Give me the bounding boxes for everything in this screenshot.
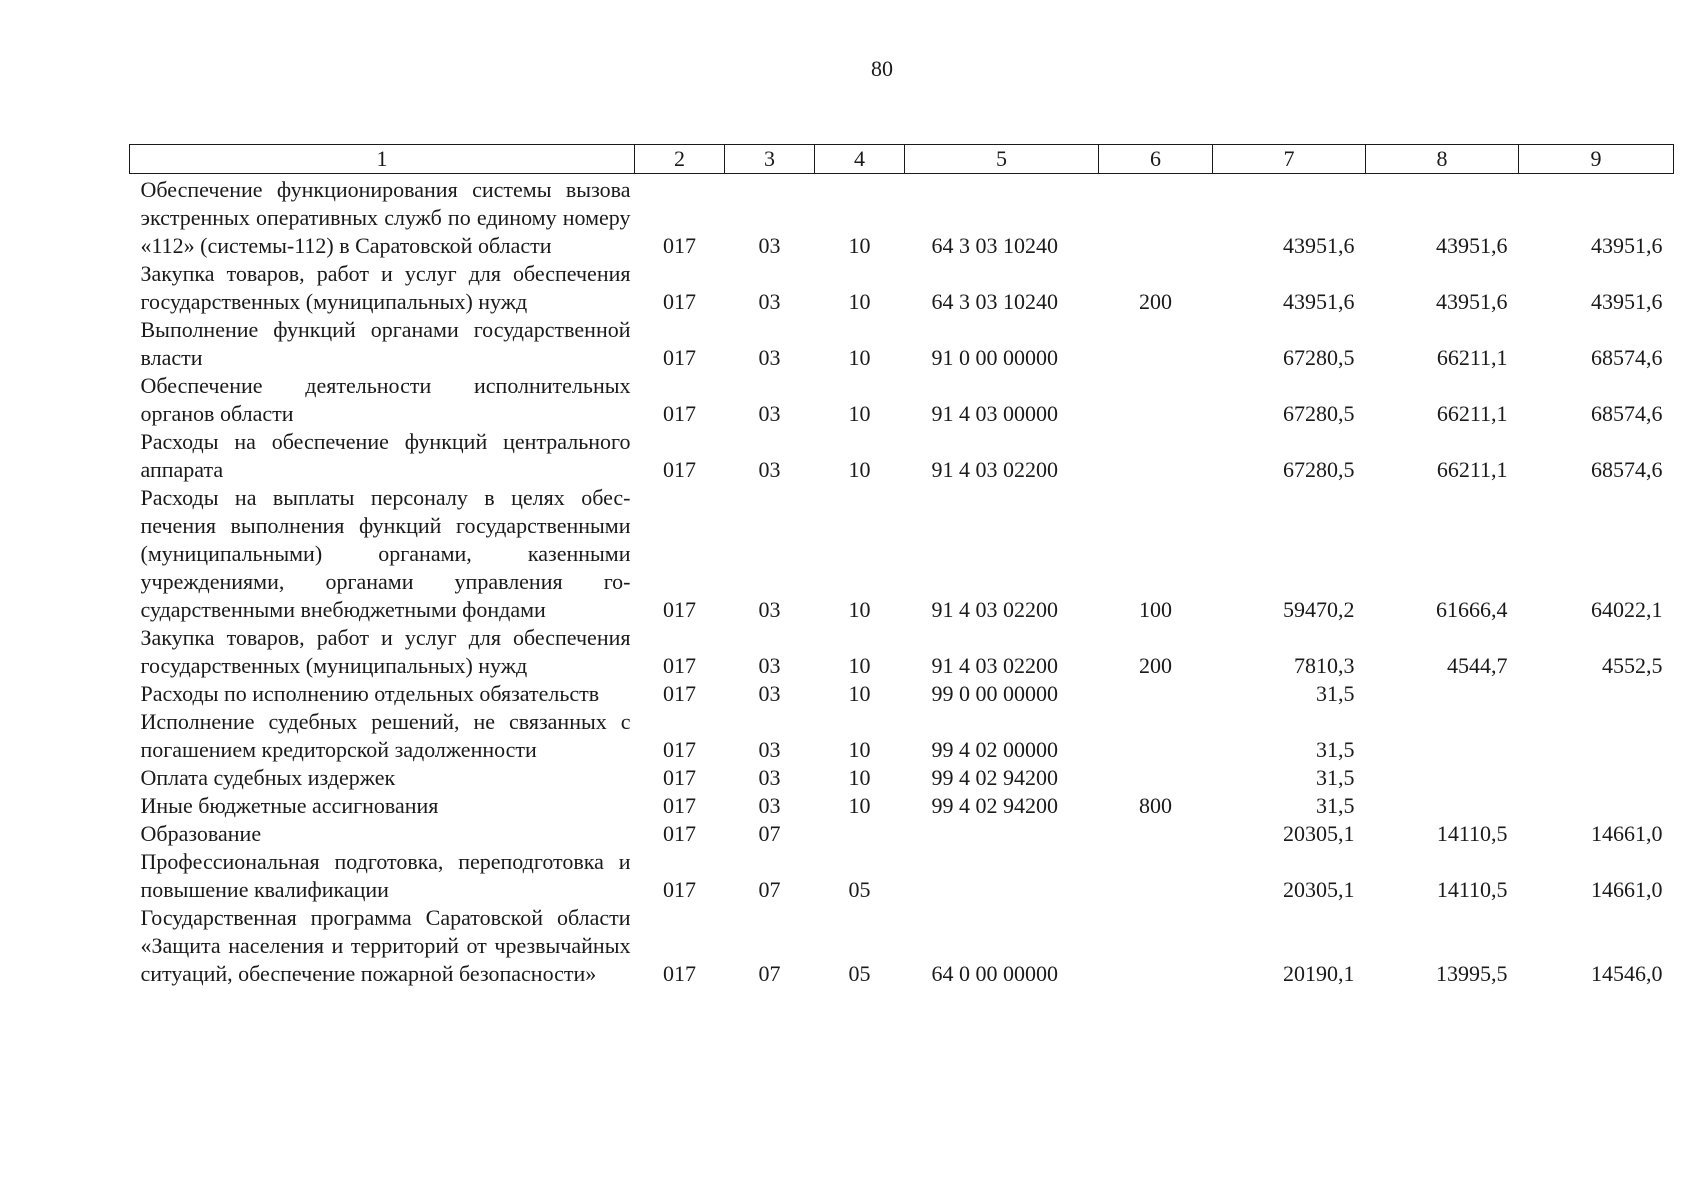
item-name-cell: Профессиональная подготовка, переподготовка и повышение квалификации bbox=[140, 849, 631, 902]
target-article-cell: 91 4 03 02200 bbox=[931, 597, 1058, 622]
item-name-cell: Государственная программа Саратовской области «Защита населения и территорий от чрезвычайных ситуаций, обеспечение пожарной безопасности» bbox=[140, 905, 631, 986]
expense-type-cell bbox=[1099, 904, 1213, 988]
target-article-cell bbox=[905, 848, 1099, 904]
admin-code-cell: 017 bbox=[663, 345, 696, 370]
section-code-cell: 07 bbox=[758, 821, 781, 846]
admin-code-cell: 017 bbox=[663, 961, 696, 986]
section-code-cell: 03 bbox=[758, 289, 781, 314]
amount-col8-cell: 13995,5 bbox=[1436, 961, 1508, 986]
amount-col8-cell: 14110,5 bbox=[1436, 877, 1508, 902]
item-name-cell: Оплата судебных издержек bbox=[140, 765, 396, 790]
subsection-code-cell: 10 bbox=[848, 233, 871, 258]
admin-code-cell: 017 bbox=[663, 737, 696, 762]
amount-col9-cell: 4552,5 bbox=[1602, 653, 1663, 678]
amount-col8-cell: 43951,6 bbox=[1436, 233, 1508, 258]
section-code-cell: 03 bbox=[758, 345, 781, 370]
subsection-code-cell: 10 bbox=[848, 793, 871, 818]
expense-type-cell: 800 bbox=[1139, 793, 1172, 818]
subsection-code-cell: 10 bbox=[848, 457, 871, 482]
subsection-code-cell: 10 bbox=[848, 401, 871, 426]
section-code-cell: 03 bbox=[758, 401, 781, 426]
section-code-cell: 03 bbox=[758, 597, 781, 622]
target-article-cell: 64 3 03 10240 bbox=[931, 289, 1058, 314]
amount-col9-cell: 43951,6 bbox=[1591, 233, 1663, 258]
amount-col9-cell: 68574,6 bbox=[1591, 457, 1663, 482]
admin-code-cell: 017 bbox=[663, 457, 696, 482]
table-row bbox=[130, 316, 1674, 372]
section-code-cell: 07 bbox=[758, 961, 781, 986]
amount-col9-cell: 68574,6 bbox=[1591, 401, 1663, 426]
amount-col7-cell: 67280,5 bbox=[1283, 401, 1355, 426]
admin-code-cell: 017 bbox=[663, 821, 696, 846]
target-article-cell: 64 3 03 10240 bbox=[931, 233, 1058, 258]
section-code-cell: 03 bbox=[758, 765, 781, 790]
item-name-cell: Обеспечение функционирования системы вызова экстренных оперативных служб по единому номеру «112» (системы-112) в Саратовской области bbox=[140, 177, 631, 258]
admin-code-cell: 017 bbox=[663, 877, 696, 902]
subsection-code-cell: 10 bbox=[848, 681, 871, 706]
amount-col7-cell: 31,5 bbox=[1316, 793, 1355, 818]
subsection-code-cell: 10 bbox=[848, 765, 871, 790]
expense-type-cell bbox=[1099, 428, 1213, 484]
section-code-cell: 07 bbox=[758, 877, 781, 902]
admin-code-cell: 017 bbox=[663, 289, 696, 314]
table-row bbox=[130, 624, 1674, 680]
subsection-code-cell: 10 bbox=[848, 289, 871, 314]
item-name-cell: Расходы на выплаты персоналу в целях обеспечения выполнения функций государственными (муниципальными) органами, казенными учреждениями, органами управления государственными внебюджетными фондами bbox=[140, 485, 631, 622]
amount-col8-cell bbox=[1366, 764, 1519, 792]
column-header: 2 bbox=[635, 145, 725, 174]
section-code-cell: 03 bbox=[758, 681, 781, 706]
amount-col9-cell bbox=[1519, 764, 1674, 792]
amount-col7-cell: 43951,6 bbox=[1283, 233, 1355, 258]
subsection-code-cell: 10 bbox=[848, 737, 871, 762]
target-article-cell: 99 4 02 00000 bbox=[931, 737, 1058, 762]
target-article-cell: 91 4 03 02200 bbox=[931, 653, 1058, 678]
column-header: 8 bbox=[1366, 145, 1519, 174]
column-header: 1 bbox=[130, 145, 635, 174]
expense-type-cell bbox=[1099, 372, 1213, 428]
target-article-cell: 91 4 03 00000 bbox=[931, 401, 1058, 426]
amount-col7-cell: 59470,2 bbox=[1283, 597, 1355, 622]
admin-code-cell: 017 bbox=[663, 765, 696, 790]
subsection-code-cell: 05 bbox=[848, 961, 871, 986]
expense-type-cell bbox=[1099, 680, 1213, 708]
item-name-cell: Образование bbox=[140, 821, 262, 846]
section-code-cell: 03 bbox=[758, 457, 781, 482]
expense-type-cell bbox=[1099, 316, 1213, 372]
expense-type-cell bbox=[1099, 708, 1213, 764]
target-article-cell: 91 0 00 00000 bbox=[931, 345, 1058, 370]
section-code-cell: 03 bbox=[758, 653, 781, 678]
column-header: 9 bbox=[1519, 145, 1674, 174]
item-name-cell: Закупка товаров, работ и услуг для обеспечения государственных (муниципальных) нужд bbox=[140, 625, 631, 678]
amount-col8-cell bbox=[1366, 680, 1519, 708]
table-row bbox=[130, 764, 1674, 792]
table-row bbox=[130, 792, 1674, 820]
table-row bbox=[130, 174, 1674, 261]
item-name-cell: Расходы на обеспечение функций центрального аппарата bbox=[140, 429, 631, 482]
item-name-cell: Закупка товаров, работ и услуг для обеспечения государственных (муниципальных) нужд bbox=[140, 261, 631, 314]
target-article-cell bbox=[905, 820, 1099, 848]
item-name-cell: Исполнение судебных решений, не связанных с погашением кредиторской задолженности bbox=[140, 709, 631, 762]
amount-col9-cell: 14661,0 bbox=[1591, 821, 1663, 846]
table-row bbox=[130, 428, 1674, 484]
column-header: 6 bbox=[1099, 145, 1213, 174]
target-article-cell: 64 0 00 00000 bbox=[931, 961, 1058, 986]
column-header: 4 bbox=[815, 145, 905, 174]
budget-table bbox=[129, 144, 1674, 988]
expense-type-cell bbox=[1099, 764, 1213, 792]
subsection-code-cell: 05 bbox=[848, 877, 871, 902]
section-code-cell: 03 bbox=[758, 737, 781, 762]
amount-col8-cell bbox=[1366, 792, 1519, 820]
amount-col9-cell bbox=[1519, 792, 1674, 820]
section-code-cell: 03 bbox=[758, 793, 781, 818]
subsection-code-cell: 10 bbox=[848, 653, 871, 678]
table-row bbox=[130, 484, 1674, 624]
amount-col8-cell: 43951,6 bbox=[1436, 289, 1508, 314]
amount-col9-cell: 43951,6 bbox=[1591, 289, 1663, 314]
subsection-code-cell: 10 bbox=[848, 345, 871, 370]
amount-col9-cell: 14661,0 bbox=[1591, 877, 1663, 902]
amount-col9-cell: 68574,6 bbox=[1591, 345, 1663, 370]
expense-type-cell: 100 bbox=[1139, 597, 1172, 622]
table-row bbox=[130, 260, 1674, 316]
expense-type-cell: 200 bbox=[1139, 289, 1172, 314]
item-name-cell: Иные бюджетные ассигнования bbox=[140, 793, 439, 818]
amount-col8-cell bbox=[1366, 708, 1519, 764]
item-name-cell: Выполнение функций органами государственной власти bbox=[140, 317, 631, 370]
amount-col9-cell: 14546,0 bbox=[1591, 961, 1663, 986]
amount-col8-cell: 66211,1 bbox=[1436, 457, 1508, 482]
page-number: 80 bbox=[871, 56, 893, 81]
amount-col7-cell: 20190,1 bbox=[1283, 961, 1355, 986]
table-row bbox=[130, 680, 1674, 708]
admin-code-cell: 017 bbox=[663, 793, 696, 818]
table-row bbox=[130, 372, 1674, 428]
column-header: 5 bbox=[905, 145, 1099, 174]
admin-code-cell: 017 bbox=[663, 233, 696, 258]
target-article-cell: 99 0 00 00000 bbox=[931, 681, 1058, 706]
table-row bbox=[130, 708, 1674, 764]
section-code-cell: 03 bbox=[758, 233, 781, 258]
item-name-cell: Обеспечение деятельности исполнительных органов области bbox=[140, 373, 631, 426]
amount-col7-cell: 20305,1 bbox=[1283, 877, 1355, 902]
target-article-cell: 99 4 02 94200 bbox=[931, 793, 1058, 818]
table-header-row bbox=[130, 145, 1674, 174]
expense-type-cell bbox=[1099, 820, 1213, 848]
column-header: 7 bbox=[1213, 145, 1366, 174]
amount-col7-cell: 31,5 bbox=[1316, 765, 1355, 790]
target-article-cell: 91 4 03 02200 bbox=[931, 457, 1058, 482]
table-body bbox=[130, 174, 1674, 989]
amount-col7-cell: 67280,5 bbox=[1283, 457, 1355, 482]
subsection-code-cell: 10 bbox=[848, 597, 871, 622]
admin-code-cell: 017 bbox=[663, 597, 696, 622]
amount-col8-cell: 66211,1 bbox=[1436, 401, 1508, 426]
admin-code-cell: 017 bbox=[663, 653, 696, 678]
table-row bbox=[130, 848, 1674, 904]
expense-type-cell bbox=[1099, 174, 1213, 261]
amount-col7-cell: 20305,1 bbox=[1283, 821, 1355, 846]
amount-col9-cell bbox=[1519, 708, 1674, 764]
expense-type-cell bbox=[1099, 848, 1213, 904]
expense-type-cell: 200 bbox=[1139, 653, 1172, 678]
amount-col7-cell: 7810,3 bbox=[1294, 653, 1355, 678]
column-header: 3 bbox=[725, 145, 815, 174]
amount-col7-cell: 31,5 bbox=[1316, 681, 1355, 706]
admin-code-cell: 017 bbox=[663, 401, 696, 426]
amount-col7-cell: 67280,5 bbox=[1283, 345, 1355, 370]
table-row bbox=[130, 904, 1674, 988]
amount-col9-cell: 64022,1 bbox=[1591, 597, 1663, 622]
amount-col7-cell: 43951,6 bbox=[1283, 289, 1355, 314]
amount-col8-cell: 66211,1 bbox=[1436, 345, 1508, 370]
target-article-cell: 99 4 02 94200 bbox=[931, 765, 1058, 790]
amount-col8-cell: 4544,7 bbox=[1447, 653, 1508, 678]
amount-col8-cell: 61666,4 bbox=[1436, 597, 1508, 622]
amount-col8-cell: 14110,5 bbox=[1436, 821, 1508, 846]
subsection-code-cell bbox=[815, 820, 905, 848]
item-name-cell: Расходы по исполнению отдельных обязательств bbox=[140, 681, 600, 706]
table-row bbox=[130, 820, 1674, 848]
amount-col7-cell: 31,5 bbox=[1316, 737, 1355, 762]
admin-code-cell: 017 bbox=[663, 681, 696, 706]
amount-col9-cell bbox=[1519, 680, 1674, 708]
